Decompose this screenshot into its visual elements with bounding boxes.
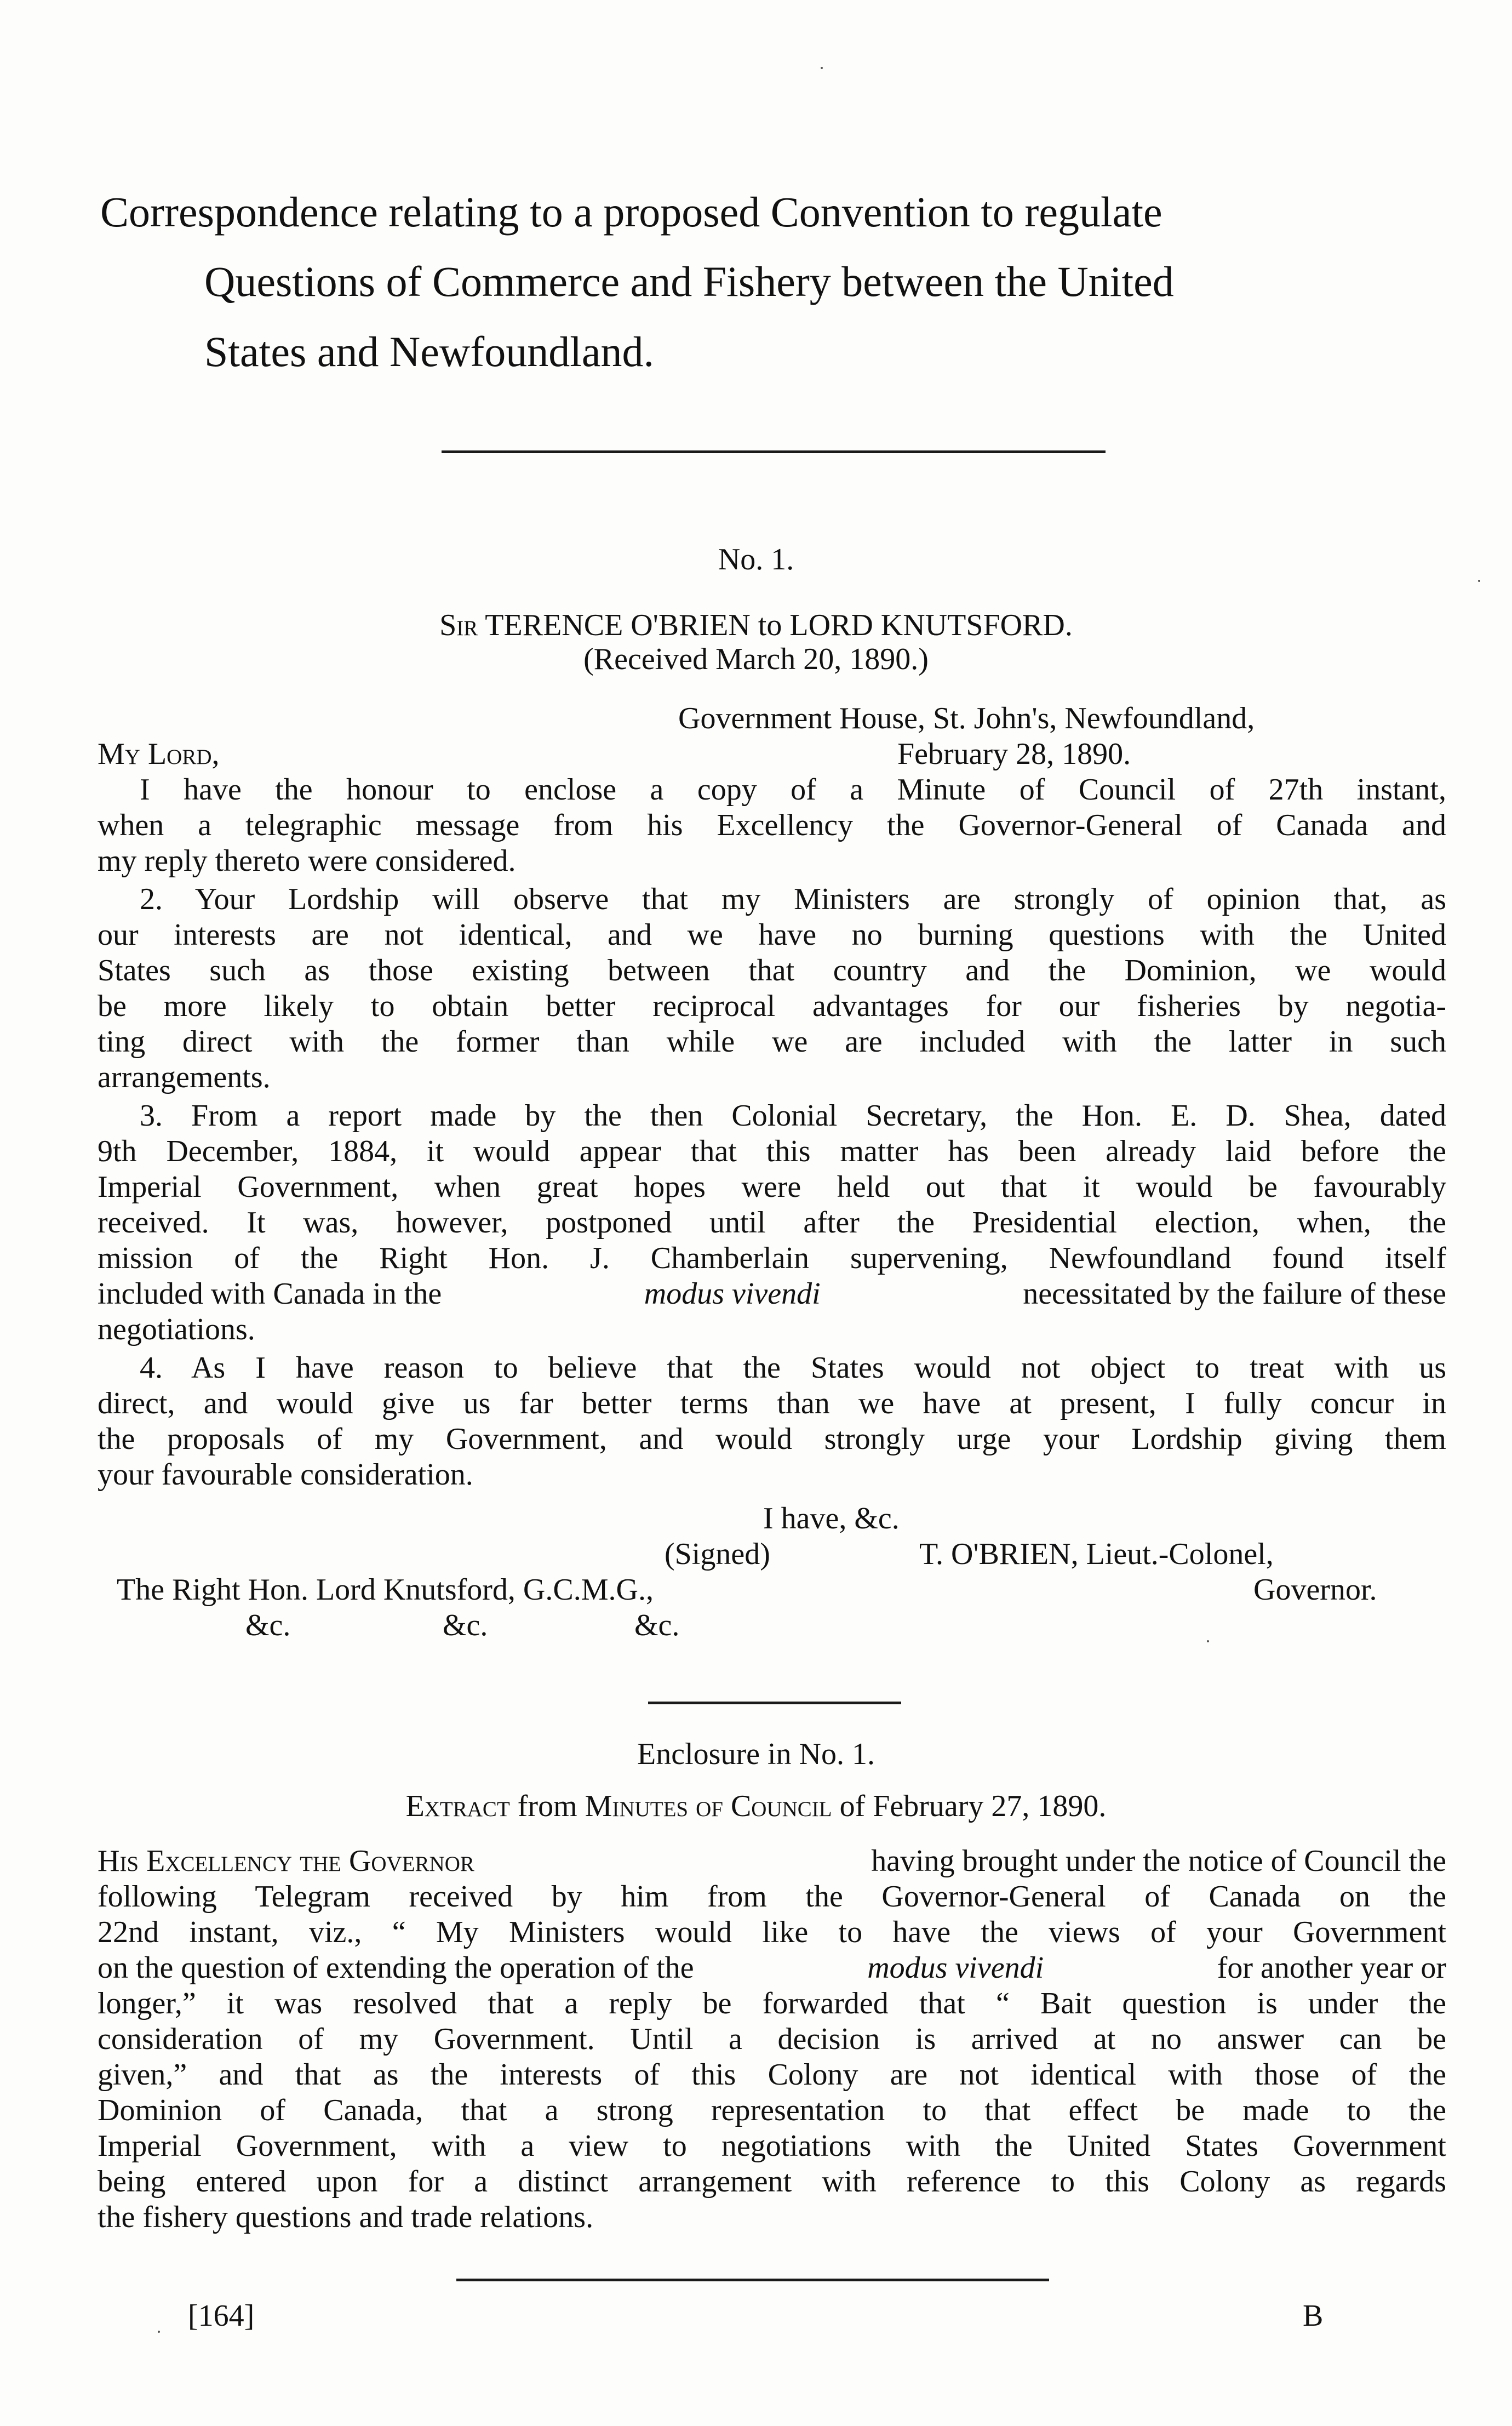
para1-line-1: I have the honour to enclose a copy of a Minute of Council of 27th instant, — [140, 773, 1446, 807]
footer-rule — [456, 2279, 1049, 2281]
para3-line-6-after: necessitated by the failure of these — [1015, 1277, 1446, 1311]
enclosure-line-8: Dominion of Canada, that a strong representation to that effect be made to the — [98, 2093, 1446, 2127]
para2-line-3: States such as those existing between that country and the Dominion, we would — [98, 954, 1446, 987]
extract-heading — [164, 1791, 1348, 1822]
para3-line-2: 9th December, 1884, it would appear that this matter has been already laid before the — [98, 1134, 1446, 1168]
page-reference: [164] — [188, 2299, 255, 2333]
para4-line-2: direct, and would give us far better terms than we have at present, I fully concur in — [98, 1386, 1446, 1420]
enclosure-divider — [648, 1702, 901, 1704]
enclosure-line-1 — [98, 1846, 1446, 1876]
enclosure-line-6: consideration of my Government. Until a decision is arrived at no answer can be — [98, 2022, 1446, 2056]
print-speck — [821, 67, 823, 69]
para4-line-1: 4. As I have reason to believe that the States would not object to treat with us — [140, 1351, 1446, 1385]
closing: I have, &c. — [763, 1502, 900, 1535]
print-speck — [1207, 1640, 1209, 1642]
para3-line-5: mission of the Right Hon. J. Chamberlain supervening, Newfoundland found itself — [98, 1241, 1446, 1275]
para3-line-7: negotiations. — [98, 1312, 255, 1346]
etc-2: &c. — [443, 1608, 488, 1642]
letter-from-to-rest: TERENCE O'BRIEN to LORD KNUTSFORD. — [485, 608, 1073, 642]
modus-vivendi-term: modus vivendi — [644, 1277, 821, 1311]
enclosure-line-4 — [98, 1953, 1446, 1983]
enclosure-opening: His Excellency the Governor — [98, 1844, 474, 1878]
para4-line-3: the proposals of my Government, and would strongly urge your Lordship giving them — [98, 1422, 1446, 1456]
para2-line-1: 2. Your Lordship will observe that my Ministers are strongly of opinion that, as — [140, 882, 1446, 916]
para2-line-2: our interests are not identical, and we have no burning questions with the United — [98, 918, 1446, 952]
print-speck — [158, 2331, 160, 2333]
salutation: My Lord, — [98, 737, 220, 771]
enclosure-line-3: 22nd instant, viz., “ My Ministers would like to have the views of your Government — [98, 1915, 1446, 1949]
para3-line-4: received. It was, however, postponed until after the Presidential election, when, the — [98, 1206, 1446, 1240]
enclosure-line-5: longer,” it was resolved that a reply be forwarded that “ Bait question is under the — [98, 1987, 1446, 2020]
enclosure-line-4-before: on the question of extending the operation of the — [98, 1951, 702, 1985]
enclosure-line-9: Imperial Government, with a view to negotiations with the United States Government — [98, 2129, 1446, 2163]
modus-vivendi-term-2: modus vivendi — [867, 1951, 1044, 1985]
etc-1: &c. — [245, 1608, 291, 1642]
para3-line-3: Imperial Government, when great hopes were held out that it would be favourably — [98, 1170, 1446, 1204]
para1-line-3: my reply thereto were considered. — [98, 844, 516, 878]
extract-label: Extract — [405, 1789, 510, 1823]
signer-office: Governor. — [1253, 1573, 1377, 1607]
letter-number: No. 1. — [718, 543, 794, 576]
enclosure-line-2: following Telegram received by him from the Governor-General of Canada on the — [98, 1880, 1446, 1914]
sender-address: Government House, St. John's, Newfoundland, — [678, 701, 1255, 735]
title-line-3: States and Newfoundland. — [204, 328, 654, 375]
enclosure-line-1-rest: having brought under the notice of Council the — [863, 1844, 1446, 1878]
enclosure-heading: Enclosure in No. 1. — [637, 1737, 875, 1771]
signed-label: (Signed) — [665, 1537, 770, 1571]
received-date: (Received March 20, 1890.) — [583, 642, 929, 676]
para2-line-4: be more likely to obtain better reciprocal advantages for our fisheries by negotia- — [98, 989, 1446, 1023]
para2-line-6: arrangements. — [98, 1060, 271, 1094]
enclosure-line-7: given,” and that as the interests of this Colony are not identical with those of the — [98, 2058, 1446, 2092]
enclosure-line-10: being entered upon for a distinct arrangement with reference to this Colony as regards — [98, 2165, 1446, 2199]
recipient: The Right Hon. Lord Knutsford, G.C.M.G., — [117, 1573, 654, 1607]
para3-line-1: 3. From a report made by the then Colonial Secretary, the Hon. E. D. Shea, dated — [140, 1099, 1446, 1133]
title-divider — [442, 450, 1106, 453]
letter-from-to — [274, 610, 1238, 641]
title-line-2: Questions of Commerce and Fishery between the United — [204, 258, 1174, 305]
para1-line-2: when a telegraphic message from his Excellency the Governor-General of Canada and — [98, 808, 1446, 842]
etc-3: &c. — [634, 1608, 680, 1642]
title-line-1: Correspondence relating to a proposed Convention to regulate — [100, 188, 1162, 236]
print-speck — [1478, 580, 1480, 582]
letter-from-title: Sir — [439, 608, 478, 642]
minutes-label: Minutes of Council — [585, 1789, 832, 1823]
para3-line-6-before: included with Canada in the — [98, 1277, 450, 1311]
extract-from: from — [509, 1789, 585, 1823]
para2-line-5: ting direct with the former than while we are included with the latter in such — [98, 1025, 1446, 1059]
extract-date: of February 27, 1890. — [832, 1789, 1107, 1823]
letter-date: February 28, 1890. — [897, 737, 1131, 771]
signature: T. O'BRIEN, Lieut.-Colonel, — [919, 1537, 1274, 1571]
para4-line-4: your favourable consideration. — [98, 1458, 473, 1492]
enclosure-line-4-after: for another year or — [1209, 1951, 1446, 1985]
enclosure-line-11: the fishery questions and trade relations. — [98, 2200, 594, 2234]
signature-mark: B — [1303, 2299, 1324, 2333]
para3-line-6 — [98, 1278, 1446, 1309]
